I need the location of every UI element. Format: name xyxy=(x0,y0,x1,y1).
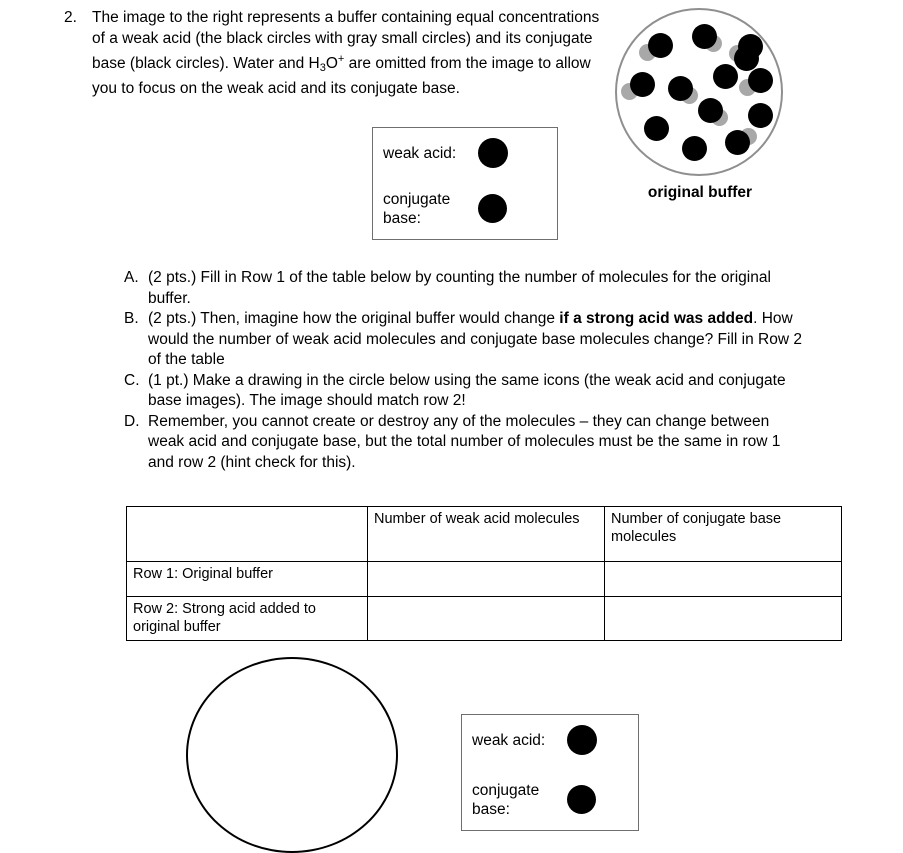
empty-answer-circle[interactable] xyxy=(186,657,398,853)
instruction-segment: (1 pt.) Make a drawing in the circle below using the same icons (the weak acid and conjugate base images). The image should match row 2! xyxy=(148,371,786,409)
weak-acid-molecule-icon xyxy=(567,723,623,757)
instruction-letter: C. xyxy=(124,371,140,389)
table-header-cell xyxy=(127,507,368,562)
legend-weak-acid-label: weak acid: xyxy=(472,731,546,749)
instruction-segment: (2 pts.) Fill in Row 1 of the table below by counting the number of molecules for the original buffer. xyxy=(148,269,771,307)
conjugate-base-answer-cell[interactable] xyxy=(605,562,842,597)
instruction-emphasis: if a strong acid was added xyxy=(559,310,754,327)
table-header-cell: Number of weak acid molecules xyxy=(368,507,605,562)
weak-acid-molecule-icon xyxy=(648,33,673,58)
table-row-label: Row 2: Strong acid added to original buffer xyxy=(127,597,368,641)
h3o-subscript: 3 xyxy=(319,62,326,74)
h3o-superscript: + xyxy=(337,53,345,65)
question-text-part2: O xyxy=(325,55,338,72)
table-header-cell: Number of conjugate base molecules xyxy=(605,507,842,562)
conjugate-base-molecule-icon xyxy=(748,103,773,128)
instruction-item xyxy=(124,268,804,309)
table-header-row xyxy=(127,507,842,562)
table-row-label: Row 1: Original buffer xyxy=(127,562,368,597)
question-2-block xyxy=(64,8,604,99)
original-buffer-figure xyxy=(612,6,792,202)
black-circle xyxy=(567,725,597,755)
conjugate-base-molecule-icon xyxy=(478,192,534,226)
instruction-segment: . How would the number of weak acid molecules and conjugate base molecules change? Fill in Row 2 of the table xyxy=(148,310,802,368)
question-text-part3: are omitted from the image to allow you to focus on the weak acid and its conjugate base. xyxy=(92,55,591,97)
legend-conjugate-base-label xyxy=(462,781,567,819)
instruction-text xyxy=(148,371,804,412)
legend-conjugate-base-line1: conjugate xyxy=(472,782,540,799)
question-text xyxy=(92,8,604,99)
instruction-item xyxy=(124,371,804,412)
weak-acid-molecule-icon xyxy=(698,98,723,123)
instruction-list xyxy=(124,268,804,473)
question-number: 2. xyxy=(64,9,77,26)
weak-acid-molecule-icon xyxy=(630,72,655,97)
weak-acid-molecule-icon xyxy=(748,68,773,93)
legend-conjugate-base-label xyxy=(373,190,478,228)
instruction-item xyxy=(124,412,804,474)
weak-acid-answer-cell[interactable] xyxy=(368,562,605,597)
instruction-letter: B. xyxy=(124,310,139,327)
instruction-letter: A. xyxy=(124,269,139,286)
conjugate-base-answer-cell[interactable] xyxy=(605,597,842,641)
table-row xyxy=(127,597,842,641)
instruction-segment: Remember, you cannot create or destroy any of the molecules – they can change between weak acid and conjugate base, but the total number of molecules must be the same in row 1 and row 2 (hint check for this). xyxy=(148,412,781,471)
weak-acid-molecule-icon xyxy=(692,24,717,49)
weak-acid-molecule-icon xyxy=(725,130,750,155)
black-circle xyxy=(567,785,596,814)
weak-acid-molecule-icon xyxy=(478,136,534,170)
legend-conjugate-base-line2: base: xyxy=(472,801,510,818)
conjugate-base-molecule-icon xyxy=(567,783,623,817)
black-circle xyxy=(478,194,507,223)
answer-table xyxy=(126,506,842,641)
conjugate-base-molecule-icon xyxy=(713,64,738,89)
legend-weak-acid-label: weak acid: xyxy=(383,144,457,162)
instruction-segment: (2 pts.) Then, imagine how the original buffer would change xyxy=(148,310,560,327)
table-row xyxy=(127,562,842,597)
legend-conjugate-base-line2: base: xyxy=(383,210,421,227)
conjugate-base-molecule-icon xyxy=(682,136,707,161)
instruction-text xyxy=(148,268,804,309)
instruction-text xyxy=(148,412,804,474)
question-text-part1: The image to the right represents a buffer containing equal concentrations of a weak acid (the black circles with gray small circles) and its conjugate base (black circles). Water and H xyxy=(92,9,600,72)
instruction-item xyxy=(124,309,804,371)
conjugate-base-molecule-icon xyxy=(734,46,759,71)
buffer-caption: original buffer xyxy=(647,184,753,201)
weak-acid-answer-cell[interactable] xyxy=(368,597,605,641)
legend-box-top xyxy=(372,127,558,240)
black-circle xyxy=(478,138,508,168)
instruction-text xyxy=(148,309,804,371)
instruction-letter: D. xyxy=(124,412,140,430)
legend-conjugate-base-line1: conjugate xyxy=(383,191,451,208)
legend-box-bottom xyxy=(461,714,639,831)
weak-acid-molecule-icon xyxy=(668,76,693,101)
conjugate-base-molecule-icon xyxy=(644,116,669,141)
